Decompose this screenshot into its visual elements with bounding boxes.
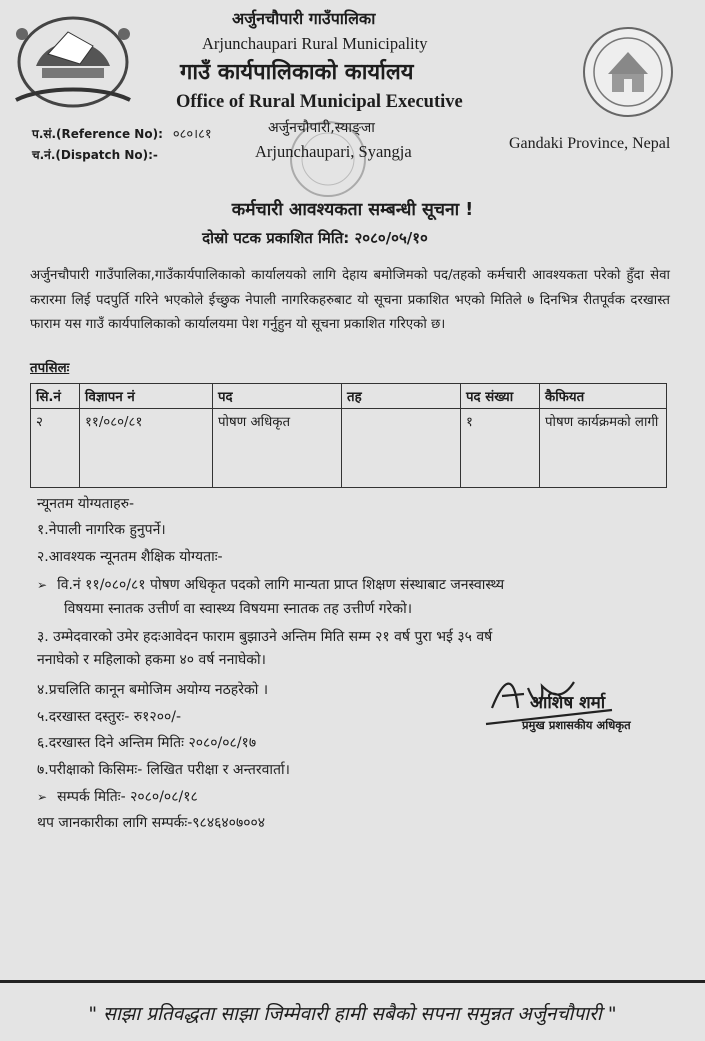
application-fee: ५.दरखास्त दस्तुरः- रु१२००/- xyxy=(37,709,182,725)
reference-value: ०८०।८१ xyxy=(172,127,212,142)
dispatch-number-label: च.नं.(Dispatch No):- xyxy=(32,148,158,162)
table-row xyxy=(31,409,667,488)
address-nepali: अर्जुनचौपारी,स्याङ्जा xyxy=(268,120,375,136)
column-header: सि.नं xyxy=(31,384,80,409)
province-label: Gandaki Province, Nepal xyxy=(509,135,671,152)
contact-date-text: सम्पर्क मितिः- २०८०/०८/१८ xyxy=(57,789,198,805)
notice-body: अर्जुनचौपारी गाउँपालिका,गाउँकार्यपालिकाको कार्यालयको लागि देहाय बमोजिमको पद/तहको कर्मचारी आवश्यकता परेको हुँदा सेवा करारमा लिई पदपुर्ति गरिने भएकोले ईच्छुक नेपाली नागरिकहरुबाट यो सूचना प्रकाशित भएको मितिले ७ दिनभित्र रीतपूर्वक दरखास्त फाराम यस गाउँ कार्यपालिकाको कार्यालयमा पेश गर्नुहुन यो सूचना प्रकाशित गरिएको छ। xyxy=(30,268,670,332)
exam-type: ७.परीक्षाको किसिमः- लिखित परीक्षा र अन्तरवार्ता। xyxy=(37,762,290,778)
municipality-name-nepali: अर्जुनचौपारी गाउँपालिका xyxy=(232,9,376,28)
table-cell: पोषण कार्यक्रमको लागी xyxy=(540,409,667,488)
table-cell xyxy=(342,409,461,488)
vacancy-table xyxy=(30,383,667,488)
publication-date: दोस्रो पटक प्रकाशित मिति: २०८०/०५/१० xyxy=(202,229,428,247)
signatory-title: प्रमुख प्रशासकीय अधिकृत xyxy=(522,718,631,732)
footer-slogan: " साझा प्रतिवद्धता साझा जिम्मेवारी हामी सबैको सपना समुन्नत अर्जुनचौपारी " xyxy=(88,1003,617,1025)
address-english: Arjunchaupari, Syangja xyxy=(255,142,412,161)
arrow-bullet-icon: ➢ xyxy=(37,578,48,592)
qualification-item: २.आवश्यक न्यूनतम शैक्षिक योग्यताः- xyxy=(37,549,223,565)
column-header: तह xyxy=(342,384,461,409)
municipality-name-english: Arjunchaupari Rural Municipality xyxy=(202,34,428,53)
arrow-bullet-icon: ➢ xyxy=(37,790,48,804)
table-cell: २ xyxy=(31,409,80,488)
nepal-emblem-logo xyxy=(8,4,138,114)
table-cell: ११/०८०/८१ xyxy=(80,409,213,488)
contact-phone: थप जानकारीका लागि सम्पर्कः-९८४६४०७००४ xyxy=(37,815,266,831)
column-header: विज्ञापन नं xyxy=(80,384,213,409)
signatory-name: आशिष शर्मा xyxy=(530,693,606,713)
office-name-nepali: गाउँ कार्यपालिकाको कार्यालय xyxy=(180,60,414,85)
column-header: पद xyxy=(213,384,342,409)
qualification-item: १.नेपाली नागरिक हुनुपर्ने। xyxy=(37,522,166,538)
reference-label: प.सं.(Reference No): xyxy=(32,127,163,141)
footer-divider xyxy=(0,980,705,983)
column-header: पद संख्या xyxy=(461,384,540,409)
qualification-detail-cont: विषयमा स्नातक उत्तीर्ण वा स्वास्थ्य विषयमा स्नातक तह उत्तीर्ण गरेको। xyxy=(64,601,413,617)
office-name-english: Office of Rural Municipal Executive xyxy=(176,92,463,112)
contact-date xyxy=(37,787,198,806)
application-deadline: ६.दरखास्त दिने अन्तिम मितिः २०८०/०८/१७ xyxy=(37,735,257,751)
qualification-item: ३. उम्मेदवारको उमेर हदःआवेदन फाराम बुझाउने अन्तिम मिति सम्म २१ वर्ष पुरा भई ३५ वर्ष xyxy=(37,629,493,645)
qualification-item-cont: ननाघेको र महिलाको हकमा ४० वर्ष ननाघेको। xyxy=(37,652,266,668)
details-label: तपसिलः xyxy=(30,361,70,376)
reference-number xyxy=(32,124,212,142)
notice-title: कर्मचारी आवश्यकता सम्बन्धी सूचना ! xyxy=(231,200,474,220)
qualification-detail xyxy=(37,575,504,594)
table-header-row xyxy=(31,384,667,409)
table-cell: १ xyxy=(461,409,540,488)
column-header: कैफियत xyxy=(540,384,667,409)
qualifications-heading: न्यूनतम योग्यताहरु- xyxy=(37,496,135,512)
qualification-item: ४.प्रचलिति कानून बमोजिम अयोग्य नठहरेको । xyxy=(37,682,269,698)
qualification-detail-text: वि.नं ११/०८०/८१ पोषण अधिकृत पदको लागि मान्यता प्राप्त शिक्षण संस्थाबाट जनस्वास्थ्य xyxy=(57,577,505,593)
municipality-seal-logo xyxy=(580,24,676,120)
table-cell: पोषण अधिकृत xyxy=(213,409,342,488)
